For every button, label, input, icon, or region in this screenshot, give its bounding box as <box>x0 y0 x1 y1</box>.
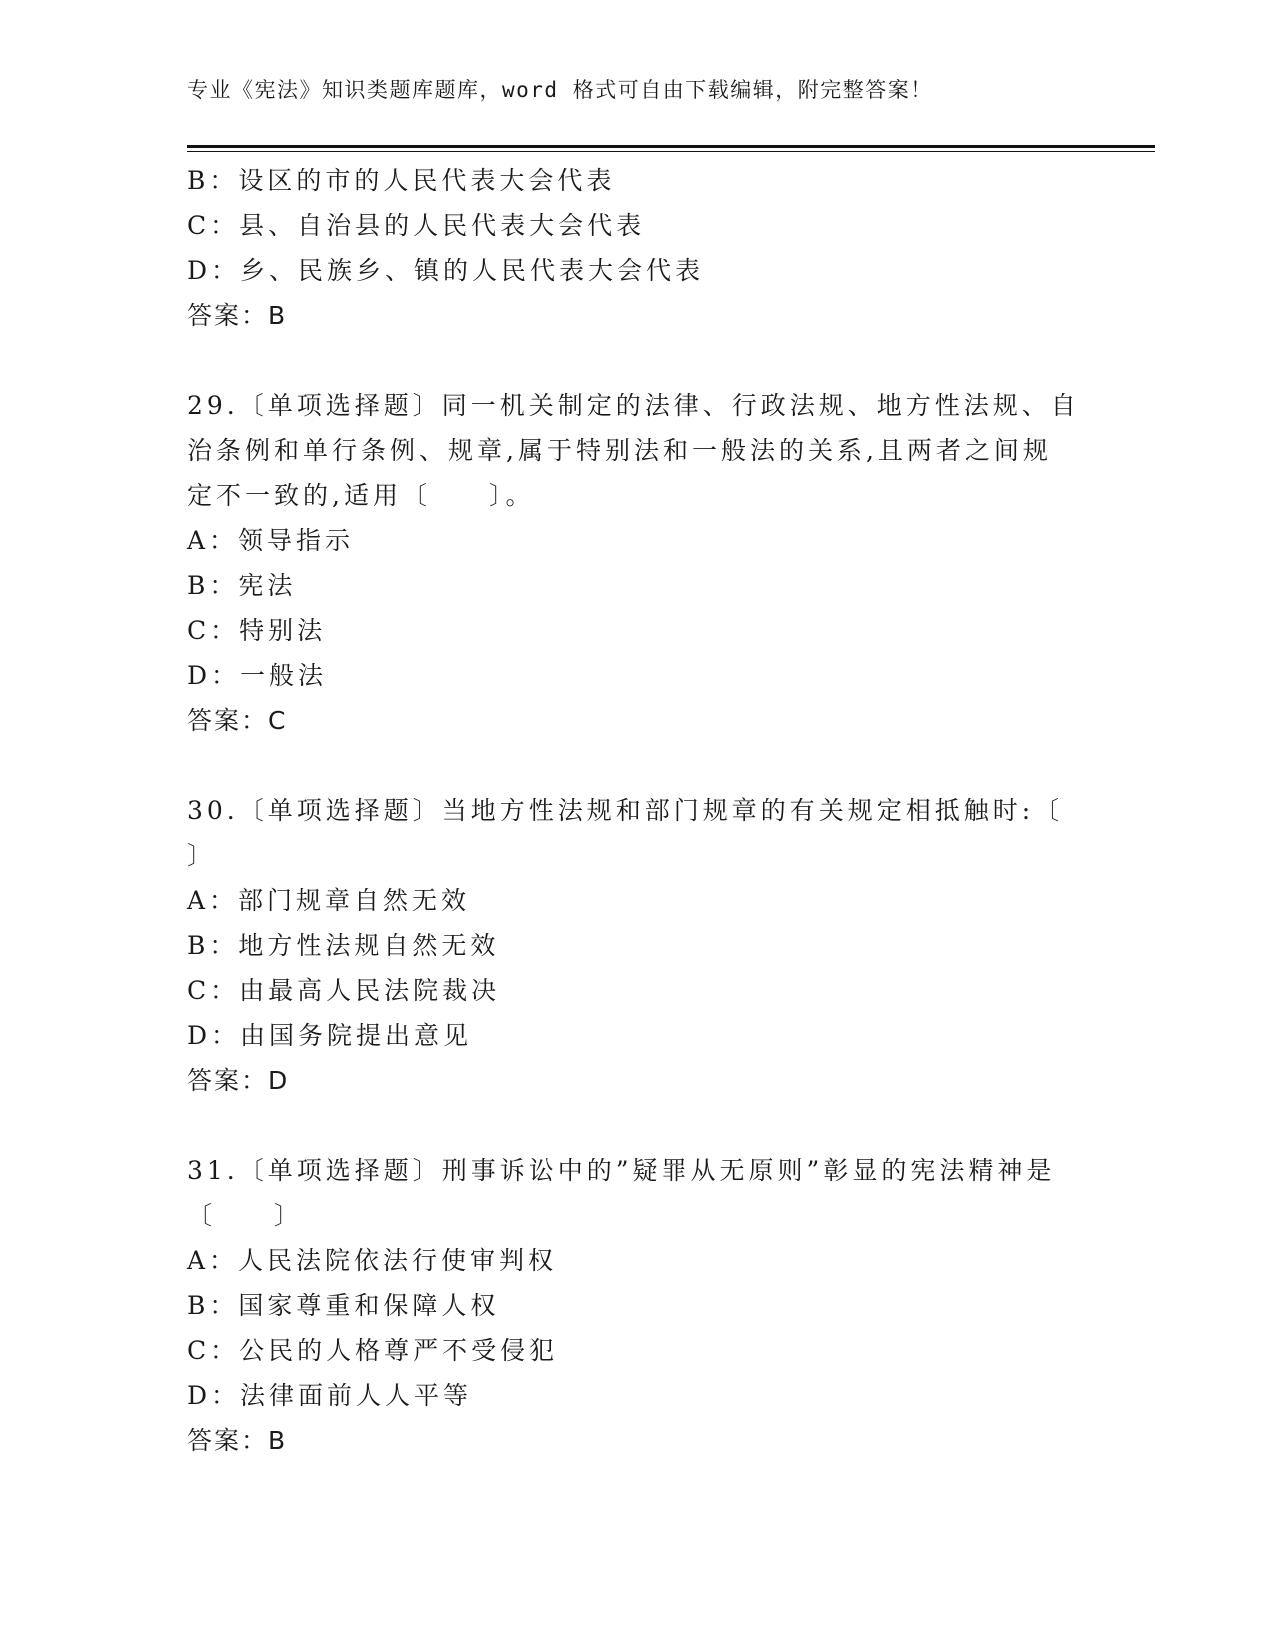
question-text-line: 〕 <box>187 841 217 870</box>
question-text-line: 治条例和单行条例、规章,属于特别法和一般法的关系,且两者之间规 <box>187 436 1052 465</box>
option-b: B：宪法 <box>187 571 297 600</box>
continued-question <box>187 158 1087 338</box>
question-text-line: 29.〔单项选择题〕同一机关制定的法律、行政法规、地方性法规、自 <box>187 391 1080 420</box>
answer-line: 答案：B <box>187 301 288 330</box>
option-a: A：部门规章自然无效 <box>187 886 471 915</box>
question-text-line: 〔 〕 <box>187 1201 304 1230</box>
option-b: B：国家尊重和保障人权 <box>187 1291 500 1320</box>
option-d: D：乡、民族乡、镇的人民代表大会代表 <box>187 256 705 285</box>
answer-line: 答案：C <box>187 706 288 735</box>
option-b: B：地方性法规自然无效 <box>187 931 500 960</box>
question-text-line: 31.〔单项选择题〕刑事诉讼中的”疑罪从无原则”彰显的宪法精神是 <box>187 1156 1056 1185</box>
header-rule-thin <box>187 151 1155 152</box>
question-text-line: 定不一致的,适用〔 〕。 <box>187 481 535 510</box>
header-rule-thick <box>187 145 1155 148</box>
answer-line: 答案：D <box>187 1066 290 1095</box>
question-31 <box>187 1148 1087 1463</box>
option-b: B：设区的市的人民代表大会代表 <box>187 166 616 195</box>
option-c: C：由最高人民法院裁决 <box>187 976 501 1005</box>
questions-content <box>187 158 1087 1463</box>
option-c: C：县、自治县的人民代表大会代表 <box>187 211 646 240</box>
option-c: C：特别法 <box>187 616 327 645</box>
page-header: 专业《宪法》知识类题库题库，word 格式可自由下载编辑，附完整答案！ <box>187 78 933 102</box>
spacer <box>187 338 1087 383</box>
question-29 <box>187 383 1087 743</box>
option-a: A：领导指示 <box>187 526 355 555</box>
spacer <box>187 1103 1087 1148</box>
option-c: C：公民的人格尊严不受侵犯 <box>187 1336 559 1365</box>
spacer <box>187 743 1087 788</box>
option-d: D：一般法 <box>187 661 328 690</box>
answer-line: 答案：B <box>187 1426 288 1455</box>
option-d: D：由国务院提出意见 <box>187 1021 473 1050</box>
option-d: D：法律面前人人平等 <box>187 1381 473 1410</box>
option-a: A：人民法院依法行使审判权 <box>187 1246 558 1275</box>
question-text-line: 30.〔单项选择题〕当地方性法规和部门规章的有关规定相抵触时:〔 <box>187 796 1064 825</box>
question-30 <box>187 788 1087 1103</box>
